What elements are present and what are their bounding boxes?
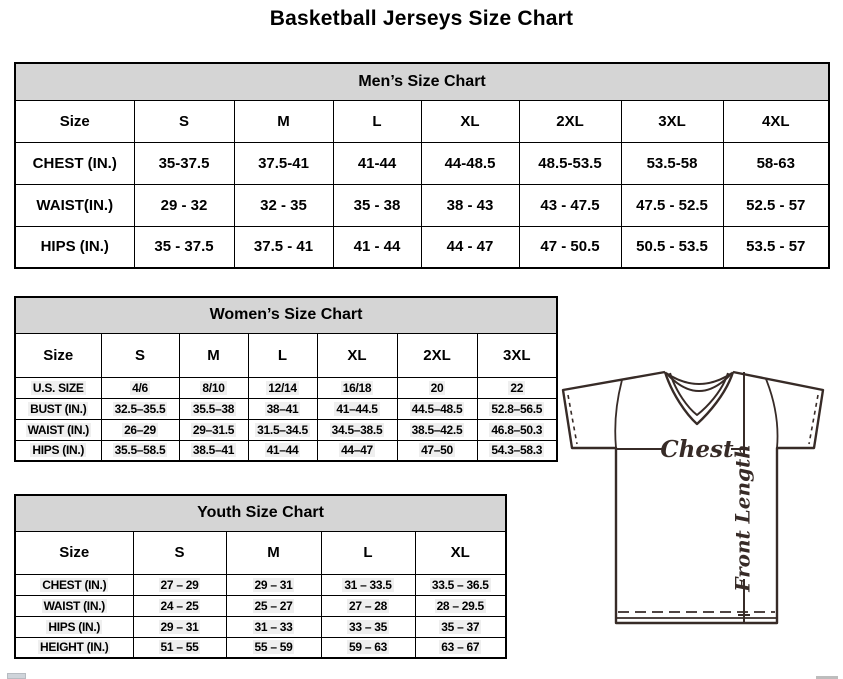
size-cell: 38 - 43 [421,184,519,226]
column-header-l: L [248,333,317,377]
table-row [15,574,506,595]
mens-size-table [14,62,830,269]
size-cell: 43 - 47.5 [519,184,621,226]
size-cell [415,595,506,616]
size-cell: 29 - 32 [134,184,234,226]
size-cell [397,377,477,398]
size-cell [415,637,506,658]
size-cell [248,398,317,419]
cell-text: HIPS (IN.) [32,443,85,458]
size-cell [179,377,248,398]
column-header-3xl: 3XL [621,100,723,142]
column-header-xl: XL [415,531,506,574]
column-header-l: L [333,100,421,142]
size-cell [226,616,321,637]
size-cell [101,440,179,461]
size-cell [317,377,397,398]
cell-text: 29 – 31 [160,619,199,634]
column-header-3xl: 3XL [477,333,557,377]
size-cell [321,616,415,637]
cell-text: 32.5–35.5 [114,401,166,416]
men-chart-title: Men’s Size Chart [15,63,829,100]
column-header-size: Size [15,333,101,377]
cell-text: 35 – 37 [441,619,480,634]
table-row [15,226,829,268]
row-label-hips-in: HIPS (IN.) [15,226,134,268]
cell-text: 46.8–50.3 [491,422,543,437]
cell-text: 63 – 67 [441,640,480,655]
cell-text: 51 – 55 [160,640,199,655]
cell-text: 29–31.5 [192,422,235,437]
size-cell: 53.5 - 57 [723,226,829,268]
column-header-size: Size [15,531,133,574]
row-label-waist-in [15,595,133,616]
size-cell: 35 - 37.5 [134,226,234,268]
column-header-s: S [134,100,234,142]
table-row [15,184,829,226]
size-cell [226,637,321,658]
size-cell: 47.5 - 52.5 [621,184,723,226]
cell-text: HIPS (IN.) [48,619,101,634]
size-cell: 50.5 - 53.5 [621,226,723,268]
cell-text: 44.5–48.5 [411,401,463,416]
size-cell [226,574,321,595]
cell-text: 4/6 [132,380,148,395]
column-header-m: M [179,333,248,377]
right-armhole-seam [766,379,778,448]
size-cell [317,419,397,440]
size-cell [226,595,321,616]
cell-text: 31 – 33 [254,619,293,634]
cell-text: 29 – 31 [254,577,293,592]
cell-text: 38.5–41 [192,443,235,458]
size-cell [179,440,248,461]
row-label-chest-in [15,574,133,595]
cell-text: 16/18 [342,380,372,395]
cell-text: WAIST (IN.) [27,422,89,437]
size-cell: 37.5 - 41 [234,226,333,268]
cell-text: 27 – 29 [160,577,199,592]
cell-text: 55 – 59 [254,640,293,655]
cell-text: 26–29 [124,422,156,437]
cell-text: 33.5 – 36.5 [431,577,489,592]
size-cell: 41-44 [333,142,421,184]
size-cell [133,595,226,616]
table-row [15,595,506,616]
cell-text: 31 – 33.5 [344,577,392,592]
size-cell: 58-63 [723,142,829,184]
size-cell [321,595,415,616]
size-cell: 35-37.5 [134,142,234,184]
row-label-height-in [15,637,133,658]
size-cell: 35 - 38 [333,184,421,226]
cell-text: 52.8–56.5 [491,401,543,416]
size-cell [133,637,226,658]
cell-text: 44–47 [341,443,373,458]
cell-text: 38.5–42.5 [411,422,463,437]
column-header-4xl: 4XL [723,100,829,142]
column-header-size: Size [15,100,134,142]
collar-outer-v [665,372,733,424]
size-cell: 37.5-41 [234,142,333,184]
column-header-s: S [133,531,226,574]
cell-text: 35.5–58.5 [114,443,166,458]
size-cell [133,574,226,595]
horizontal-scrollbar-fragment-left[interactable] [7,673,26,679]
jersey-measurement-diagram [556,362,836,632]
cell-text: 41–44.5 [336,401,378,416]
cell-text: 34.5–38.5 [331,422,383,437]
row-label-hips-in [15,616,133,637]
size-cell: 47 - 50.5 [519,226,621,268]
size-cell [415,616,506,637]
size-cell: 52.5 - 57 [723,184,829,226]
size-cell [415,574,506,595]
cell-text: 41–44 [266,443,299,458]
table-row [15,377,557,398]
size-cell: 44 - 47 [421,226,519,268]
chest-label: Chest [660,436,734,463]
size-cell [248,419,317,440]
size-cell [179,398,248,419]
cell-text: 38–41 [266,401,299,416]
cell-text: BUST (IN.) [30,401,87,416]
youth-size-table [14,494,507,659]
table-row [15,637,506,658]
cell-text: 33 – 35 [349,619,387,634]
size-cell [133,616,226,637]
size-cell [397,440,477,461]
table-row [15,440,557,461]
women-chart-title: Women’s Size Chart [15,297,557,333]
size-cell [248,377,317,398]
youth-chart-title: Youth Size Chart [15,495,506,531]
size-cell [397,419,477,440]
cell-text: 8/10 [202,380,225,395]
row-label-bust-in [15,398,101,419]
size-cell [477,377,557,398]
column-header-s: S [101,333,179,377]
row-label-hips-in [15,440,101,461]
cell-text: 22 [510,380,524,395]
size-cell: 53.5-58 [621,142,723,184]
cell-text: HEIGHT (IN.) [40,640,109,655]
column-header-xl: XL [421,100,519,142]
cell-text: 24 – 25 [160,598,199,613]
table-row [15,616,506,637]
cell-text: 59 – 63 [349,640,387,655]
cell-text: 28 – 29.5 [436,598,484,613]
size-cell [477,440,557,461]
size-cell: 48.5-53.5 [519,142,621,184]
womens-size-table [14,296,558,462]
row-label-waist-in: WAIST(IN.) [15,184,134,226]
table-row [15,142,829,184]
column-header-2xl: 2XL [519,100,621,142]
size-cell [397,398,477,419]
size-cell [317,398,397,419]
left-armhole-seam [615,380,622,448]
size-cell [321,637,415,658]
size-cell [179,419,248,440]
size-cell [101,419,179,440]
cell-text: 31.5–34.5 [257,422,308,437]
cell-text: 54.3–58.3 [491,443,543,458]
column-header-xl: XL [317,333,397,377]
column-header-m: M [234,100,333,142]
cell-text: CHEST (IN.) [42,577,107,592]
size-cell: 44-48.5 [421,142,519,184]
table-row [15,398,557,419]
cell-text: 47–50 [421,443,453,458]
row-label-chest-in: CHEST (IN.) [15,142,134,184]
front-length-label: Front Length [730,444,755,592]
cell-text: 25 – 27 [254,598,293,613]
cell-text: WAIST (IN.) [43,598,105,613]
page-title: Basketball Jerseys Size Chart [269,7,574,30]
column-header-l: L [321,531,415,574]
size-cell: 41 - 44 [333,226,421,268]
size-cell [317,440,397,461]
size-cell [477,419,557,440]
size-cell [248,440,317,461]
cell-text: 20 [430,380,444,395]
row-label-u-s-size [15,377,101,398]
cell-text: 12/14 [268,380,297,395]
size-cell [321,574,415,595]
row-label-waist-in [15,419,101,440]
cell-text: U.S. SIZE [32,380,84,395]
size-cell [477,398,557,419]
cell-text: 27 – 28 [349,598,387,613]
table-row [15,419,557,440]
cell-text: 35.5–38 [192,401,235,416]
size-cell [101,398,179,419]
column-header-2xl: 2XL [397,333,477,377]
size-cell [101,377,179,398]
size-cell: 32 - 35 [234,184,333,226]
column-header-m: M [226,531,321,574]
jersey-outline [563,372,823,623]
